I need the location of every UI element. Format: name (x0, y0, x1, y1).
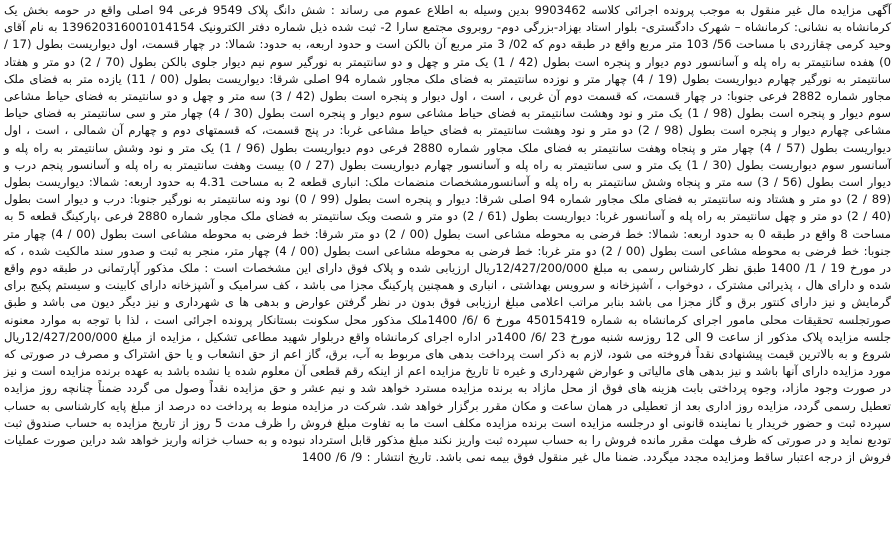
auction-notice-text (4, 2, 891, 466)
publish-date: 9/ 6/ 1400 (301, 450, 363, 465)
notice-body: آگهی مزایده مال غیر منقول به موجب پرونده اجرائی کلاسه 9903462 بدین وسیله به اطلاع عموم می رساند : شش دانگ پلاک 9549 فرعی 94 اصلی واقع در حومه بخش یک کرمانشاه به نشانی: کرمانشاه – شهرک دادگستری- بلوار استاد بهزاد-بزرگی دوم- روبروی مجتمع سارا 2- ثبت شده ذیل شماره دفتر الکترونیک 139620316001014154 به نام آقای وحید کرمی چقازردی با مساحت 56/ 103 متر مربع واقع در طبقه دوم که 02/ 3 متر مربع آن بالکن است و حدود اربعه، به حدود: شمالا: در چهار قسمت، اول دیواریست بطول (17 / 0) هفده سانتیمتر به راه پله و آسانسور دوم دیوار و پنجره است بطول (42 / 1) یک متر و چهل و دو سانتیمتر به نورگیر سوم نیم دیوار جلوی بالکن بطول (70 / 2) دو متر و هفتاد سانتیمتر به نورگیر چهارم دیواریست بطول (19 / 4) چهار متر و نوزده سانتیمتر به فضای ملک مجاور شماره 94 اصلی شرقا: دیواریست بطول (00 / 11) یازده متر به فضای ملک مجاور شماره 2882 فرعی جنوبا: در چهار قسمت، که قسمت دوم آن غربی ، است ، اول دیوار و پنجره است بطول (42 / 3) سه متر و چهل و دو سانتیمتر به فضای حیاط مشاعی سوم دیوار و پنجره است بطول (98 / 1) یک متر و نود وهشت سانتیمتر به فضای حیاط مشاعی سوم دیوار و پنجره است بطول (30 / 4) چهار متر و سی سانتیمتر به فضای حیاط مشاعی چهارم دیوار و پنجره است بطول (98 / 2) دو متر و نود وهشت سانتیمتر به فضای حیاط مشاعی غربا: در پنج قسمت، که قسمتهای دوم و چهارم آن شمالی ، است ، اول دیواریست بطول (57 / 4) چهار متر و پنجاه وهفت سانتیمتر به فضای ملک مجاور شماره 2880 فرعی دوم دیواریست بطول (96 / 1) یک متر و نود وشش سانتیمتر به راه پله و آسانسور سوم دیواریست بطول (30 / 1) یک متر و سی سانتیمتر به راه پله و آسانسور چهارم دیواریست بطول (27 / 0) بیست وهفت سانتیمتر به راه پله و آسانسور پنجم درب و دیوار است بطول (56 / 3) سه متر و پنجاه وشش سانتیمتر به راه پله و آسانسورمشخصات منضمات ملک: انباری قطعه 2 به مساحت 4.31 به حدود اربعه: شمالا: دیواریست بطول (89 / 2) دو متر و هشتاد ونه سانتیمتر به فضای ملک مجاور شماره 94 اصلی شرقا: دیوار و پنجره است بطول (99 / 0) نود ونه سانتیمتر به نورگیر جنوبا: درب و دیوار است بطول (40 / 2) دو متر و چهل سانتیمتر به راه پله و آسانسور غربا: دیواریست بطول (61 / 2) دو متر و شصت ویک سانتیمتر به فضای ملک مجاور شماره 2880 فرعی ،پارکینگ قطعه 5 به مساحت 8 واقع در طبقه 0 به حدود اربعه: شمالا: خط فرضی به محوطه مشاعی است بطول (00 / 2) دو متر شرقا: خط فرضی به محوطه مشاعی است بطول (00 / 4) چهار متر جنوبا: خط فرضی به محوطه مشاعی است بطول (00 / 2) دو متر غربا: خط فرضی به محوطه مشاعی است بطول (00 / 4) چهار متر، منجر به ثبت و صدور سند مالکیت شده ، که در مورخ 19 / 1/ 1400 طبق نظر کارشناس رسمی به مبلغ 12/427/200/000ریال ارزیابی شده و پلاک فوق دارای این مشخصات است : ملک مذکور آپارتمانی در طبقه دوم واقع شده و دارای هال ، پذیرائی مشترک ، دوخواب ، آشپزخانه و سرویس بهداشتی ، انباری و همچنین پارکینگ مجزا می باشد ، کف سرامیک و آشپزخانه دارای کابینت و سیستم پکیج برای گرمایش و نیز دارای کنتور برق و گاز مجزا می باشد بنابر مراتب اعلامی مبلغ ارزیابی فوق بدون در نظر گرفتن عوارض و بدهی ها ی شهرداری و نیز دیگر دیون می باشد و طبق صورتجلسه تحقیقات محلی مامور اجرای کرمانشاه به شماره 45015419 مورخ 6 /6/ 1400ملک مذکور محل سکونت بستانکار پرونده اجرائی است ، لذا با توجه به موارد معنونه جلسه مزایده پلاک مذکور از ساعت 9 الی 12 روزسه شنبه مورخ 23 /6/ 1400در اداره اجرای کرمانشاه واقع دربلوار شهید مطاعی تشکیل ، مزایده از مبلغ 12/427/200/000ریال شروع و به بالاترین قیمت پیشنهادی نقداً فروخته می شود، لازم به ذکر است پرداخت بدهی های مربوط به آب، برق، گاز اعم از حق انشعاب و یا حق اشتراک و مصرف در صورتی که مورد مزایده دارای آنها باشد و نیز بدهی های مالیاتی و عوارض شهرداری و غیره تا تاریخ مزایده اعم از اینکه رقم قطعی آن معلوم شده یا نشده باشد به عهده برنده مزایده است و نیز در صورت وجود مازاد، وجوه پرداختی بابت هزینه های فوق از محل مازاد به برنده مزایده مسترد خواهد شد و نیم عشر و حق مزایده نقداً وصول می گردد ضمناً چنانچه روز مزایده تعطیل رسمی گردد، مزایده روز اداری بعد از تعطیلی در همان ساعت و مکان مقرر برگزار خواهد شد. شرکت در مزایده منوط به پرداخت ده درصد از مبلغ پایه کارشناسی به حساب سپرده ثبت و حضور خریدار یا نماینده قانونی او درجلسه مزایده است برنده مزایده مکلف است ما به تفاوت مبلغ فروش را ظرف مدت 5 روز از تاریخ مزایده به حساب صندوق ثبت تودیع نماید و در صورتی که ظرف مهلت مقرر مانده فروش را به حساب سپرده ثبت واریز نکند مبلغ مذکور قابل استرداد نبوده و به حساب خزانه واریز خواهد شد دراین صورت عملیات فروش از درجه اعتبار ساقط ومزایده مجدد میگردد. ضمنا مال غیر منقول فوق بیمه نمی باشد. تاریخ انتشار : (4, 3, 892, 465)
